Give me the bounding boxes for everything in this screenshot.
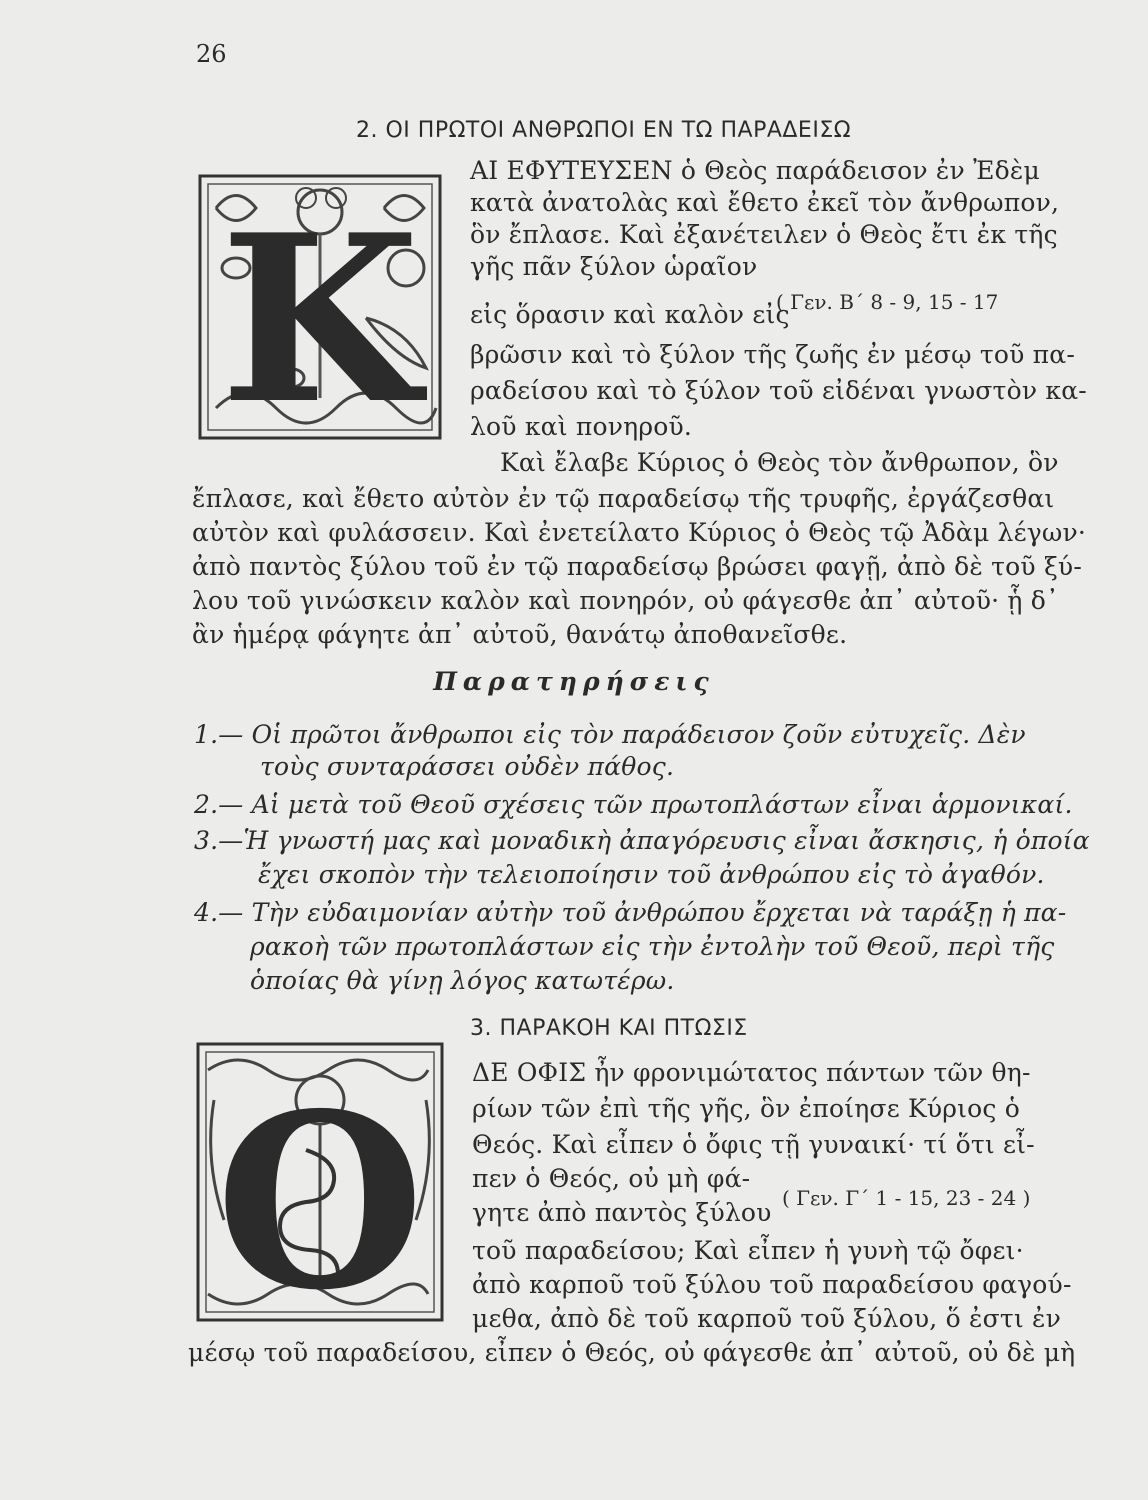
text-line: πεν ὁ Θεός, οὐ μὴ φά- — [472, 1164, 751, 1193]
text-line: εἰς ὅρασιν καὶ καλὸν εἰς — [470, 300, 790, 329]
observations-title: Παρατηρήσεις — [433, 667, 715, 696]
text-line: βρῶσιν καὶ τὸ ξύλον τῆς ζωῆς ἐν μέσῳ τοῦ πα- — [470, 340, 1076, 369]
scripture-reference: ( Γεν. Γ΄ 1 - 15, 23 - 24 ) — [782, 1186, 1031, 1210]
scripture-reference: ( Γεν. Β΄ 8 - 9, 15 - 17 — [776, 290, 999, 314]
page-number: 26 — [196, 40, 227, 68]
text-line: μέσῳ τοῦ παραδείσου, εἶπεν ὁ Θεός, οὐ φάγεσθε ἀπ᾽ αὐτοῦ, οὐ δὲ μὴ — [188, 1338, 1076, 1367]
text-line: ἀπὸ παντὸς ξύλου τοῦ ἐν τῷ παραδείσῳ βρώσει φαγῇ, ἀπὸ δὲ τοῦ ξύ- — [192, 552, 1082, 581]
observation-line: ὁποίας θὰ γίνῃ λόγος κατωτέρω. — [250, 966, 675, 995]
initial-o-letter: O — [215, 1061, 425, 1324]
initial-k-frame-icon — [196, 168, 444, 444]
initial-o-frame-icon — [194, 1040, 446, 1324]
text-line: κατὰ ἀνατολὰς καὶ ἔθετο ἐκεῖ τὸν ἄνθρωπον, — [470, 188, 1060, 217]
observation-line: τοὺς συνταράσσει οὐδὲν πάθος. — [260, 752, 675, 781]
text-line: γητε ἀπὸ παντὸς ξύλου — [472, 1198, 772, 1227]
text-line: λου τοῦ γινώσκειν καλὸν καὶ πονηρόν, οὐ φάγεσθε ἀπ᾽ αὐτοῦ· ᾗ δ᾽ — [192, 586, 1059, 615]
observation-line: 1.— Οἱ πρῶτοι ἄνθρωποι εἰς τὸν παράδεισον ζοῦν εὐτυχεῖς. Δὲν — [194, 720, 1026, 749]
observation-line: ἔχει σκοπὸν τὴν τελειοποίησιν τοῦ ἀνθρώπου εἰς τὸ ἀγαθόν. — [258, 860, 1045, 889]
section-2-heading: 2. ΟΙ ΠΡΩΤΟΙ ΑΝΘΡΩΠΟΙ ΕΝ ΤΩ ΠΑΡΑΔΕΙΣΩ — [356, 118, 852, 143]
text-line: ΔΕ ΟΦΙΣ ἦν φρονιμώτατος πάντων τῶν θη- — [472, 1058, 1031, 1087]
text-line: τοῦ παραδείσου; Καὶ εἶπεν ἡ γυνὴ τῷ ὄφει· — [472, 1236, 1024, 1265]
text-line: ἂν ἡμέρᾳ φάγητε ἀπ᾽ αὐτοῦ, θανάτῳ ἀποθανεῖσθε. — [192, 620, 848, 649]
text-line: λοῦ καὶ πονηροῦ. — [470, 412, 693, 441]
text-line: ρίων τῶν ἐπὶ τῆς γῆς, ὃν ἐποίησε Κύριος ὁ — [472, 1094, 1021, 1123]
initial-k-letter: K — [220, 185, 420, 444]
observation-line: ρακοὴ τῶν πρωτοπλάστων εἰς τὴν ἐντολὴν τοῦ Θεοῦ, περὶ τῆς — [250, 932, 1055, 961]
observation-line: 2.— Αἱ μετὰ τοῦ Θεοῦ σχέσεις τῶν πρωτοπλάστων εἶναι ἁρμονικαί. — [194, 790, 1073, 819]
text-line: ΑΙ ΕΦΥΤΕΥΣΕΝ ὁ Θεὸς παράδεισον ἐν Ἐδὲμ — [470, 156, 1040, 185]
ornamental-initial-k — [196, 168, 444, 444]
observation-line: 3.—Ἡ γνωστή μας καὶ μοναδικὴ ἀπαγόρευσις εἶναι ἄσκησις, ἡ ὁποία — [194, 826, 1090, 855]
observation-line: 4.— Τὴν εὐδαιμονίαν αὐτὴν τοῦ ἀνθρώπου ἔρχεται νὰ ταράξῃ ἡ πα- — [194, 898, 1067, 927]
text-line: γῆς πᾶν ξύλον ὡραῖον — [470, 252, 758, 281]
text-line: ἀπὸ καρποῦ τοῦ ξύλου τοῦ παραδείσου φαγού- — [472, 1270, 1072, 1299]
text-line: ραδείσου καὶ τὸ ξύλον τοῦ εἰδέναι γνωστὸν κα- — [470, 376, 1087, 405]
text-line: ἔπλασε, καὶ ἔθετο αὐτὸν ἐν τῷ παραδείσῳ τῆς τρυφῆς, ἐργάζεσθαι — [192, 484, 1055, 513]
text-line: μεθα, ἀπὸ δὲ τοῦ καρποῦ τοῦ ξύλου, ὅ ἐστι ἐν — [472, 1304, 1062, 1333]
ornamental-initial-o — [194, 1040, 446, 1324]
text-line: αὐτὸν καὶ φυλάσσειν. Καὶ ἐνετείλατο Κύριος ὁ Θεὸς τῷ Ἀδὰμ λέγων· — [192, 518, 1087, 547]
text-line: ὃν ἔπλασε. Καὶ ἐξανέτειλεν ὁ Θεὸς ἔτι ἐκ τῆς — [470, 220, 1058, 249]
text-line: Θεός. Καὶ εἶπεν ὁ ὄφις τῇ γυναικί· τί ὅτι εἶ- — [472, 1130, 1035, 1159]
text-line: Καὶ ἔλαβε Κύριος ὁ Θεὸς τὸν ἄνθρωπον, ὃν — [500, 448, 1059, 477]
section-3-heading: 3. ΠΑΡΑΚΟΗ ΚΑΙ ΠΤΩΣΙΣ — [470, 1016, 748, 1041]
